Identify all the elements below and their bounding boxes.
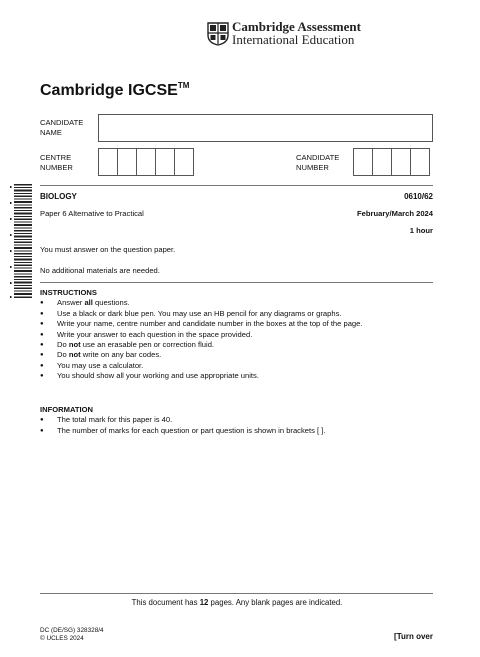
centre-number-field[interactable] (98, 148, 193, 176)
centre-number-cell[interactable] (98, 148, 118, 176)
session: February/March 2024 (357, 209, 433, 218)
candidate-name-field[interactable] (98, 114, 433, 142)
note-no-materials: No additional materials are needed. (40, 266, 160, 275)
copyright: © UCLES 2024 (40, 635, 84, 642)
trademark-mark: TM (177, 81, 190, 90)
instruction-item: ● Do not write on any bar codes. (40, 350, 363, 360)
information-item: ● The number of marks for each question or part question is shown in brackets [ ]. (40, 426, 325, 436)
candidate-number-cell[interactable] (410, 148, 430, 176)
paper-code: 0610/62 (404, 192, 433, 201)
page-count-note: This document has 12 pages. Any blank pages are indicated. (131, 598, 343, 607)
instruction-item: ● Use a black or dark blue pen. You may use an HB pencil for any diagrams or graphs. (40, 309, 363, 319)
paper-name: Paper 6 Alternative to Practical (40, 209, 144, 218)
instruction-item: ● Write your answer to each question in the space provided. (40, 330, 363, 340)
logo-line2: International Education (232, 31, 355, 47)
instruction-item: ● You may use a calculator. (40, 361, 363, 371)
logo-line1: Cambridge Assessment (232, 19, 361, 34)
cambridge-crest-icon (207, 22, 229, 46)
information-section (40, 405, 325, 436)
centre-number-cell[interactable] (136, 148, 156, 176)
subject: BIOLOGY (40, 192, 77, 201)
instruction-item: ● Answer all questions. (40, 298, 363, 308)
candidate-name-label: CANDIDATE NAME (40, 118, 84, 137)
instructions-list (40, 298, 363, 381)
divider-middle (40, 282, 433, 283)
page-title (40, 82, 189, 100)
candidate-number-cell[interactable] (372, 148, 392, 176)
information-list (40, 415, 325, 436)
document-reference (40, 627, 104, 643)
centre-number-cell[interactable] (174, 148, 194, 176)
instruction-item: ● Do not use an erasable pen or correction fluid. (40, 340, 363, 350)
instruction-item: ● Write your name, centre number and candidate number in the boxes at the top of the page. (40, 319, 363, 329)
reference-code: DC (DE/SG) 328328/4 (40, 627, 104, 634)
divider-top (40, 185, 433, 186)
note-answer-on-paper: You must answer on the question paper. (40, 245, 176, 254)
logo-wordmark (232, 21, 361, 46)
centre-number-label: CENTRE NUMBER (40, 153, 73, 172)
information-item: ● The total mark for this paper is 40. (40, 415, 325, 425)
divider-bottom (40, 593, 433, 594)
duration: 1 hour (409, 226, 433, 235)
information-heading: INFORMATION (40, 405, 94, 414)
candidate-number-cell[interactable] (353, 148, 373, 176)
candidate-number-label: CANDIDATE NUMBER (296, 153, 340, 172)
instructions-section (40, 288, 363, 382)
candidate-number-field[interactable] (353, 148, 429, 176)
instructions-heading: INSTRUCTIONS (40, 288, 97, 297)
barcode (10, 184, 32, 300)
centre-number-cell[interactable] (155, 148, 175, 176)
candidate-number-cell[interactable] (391, 148, 411, 176)
title-text: Cambridge IGCSE (40, 82, 178, 99)
instruction-item: ● You should show all your working and use appropriate units. (40, 371, 363, 381)
centre-number-cell[interactable] (117, 148, 137, 176)
turn-over: [Turn over (394, 632, 433, 641)
